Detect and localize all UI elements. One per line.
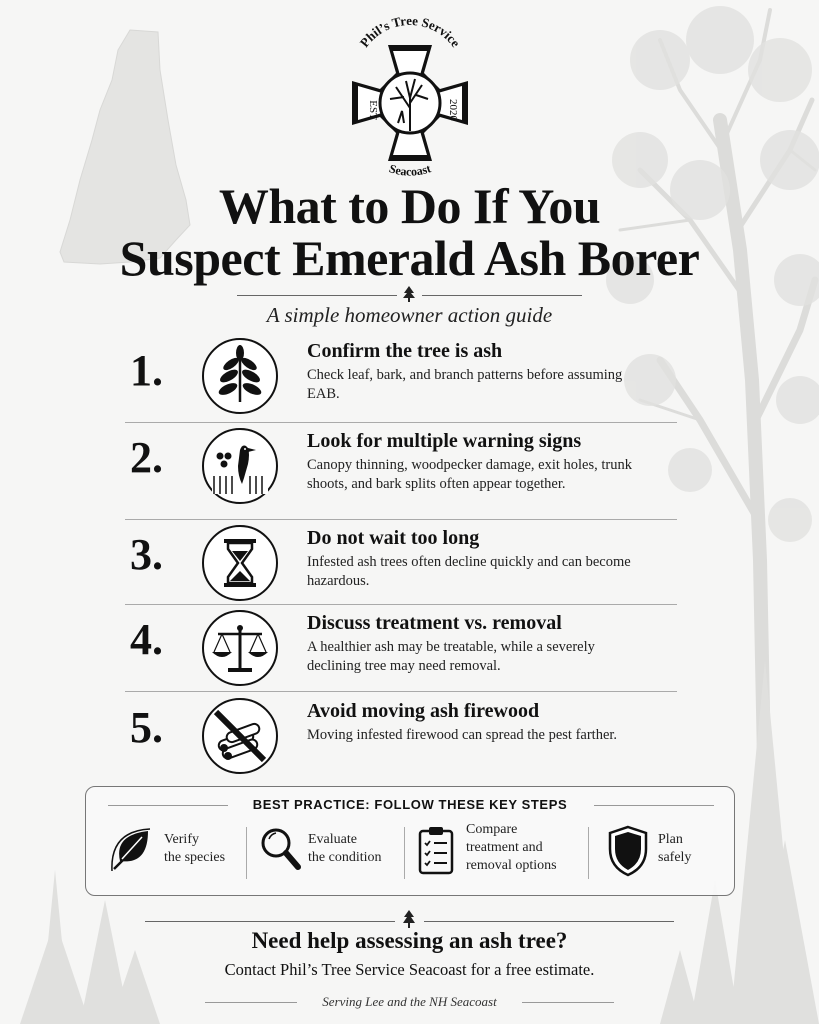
bp-label-line2: the species [164,850,226,865]
step-heading: Confirm the tree is ash [307,340,503,362]
step-body: A healthier ash may be treatable, while a severely declining tree may need removal. [307,639,595,674]
best-practice-plan [606,825,726,885]
step-1 [125,338,685,428]
step-heading: Avoid moving ash firewood [307,700,540,722]
step-separator [125,691,677,692]
step-body: Canopy thinning, woodpecker damage, exit holes, trunk shoots, and bark splits often appear together. [307,457,632,492]
page-title-line1: What to Do If You [218,178,601,234]
title-divider-right [422,295,582,296]
step-separator [125,422,677,423]
small-tree-icon [402,910,416,928]
bp-label-line1: Evaluate [308,832,357,847]
bp-label-line1: Plan [658,832,683,847]
cta-divider-left [145,921,395,922]
footer-text: Serving Lee and the NH Seacoast [322,994,497,1009]
page-title-line2: Suspect Emerald Ash Borer [119,230,700,286]
step-number: 2. [130,433,163,482]
step-heading: Do not wait too long [307,527,480,549]
step-heading: Discuss treatment vs. removal [307,612,562,634]
title-divider-left [237,295,397,296]
step-number: 1. [130,346,163,395]
leaf-outline-icon [108,825,154,875]
company-logo [335,8,485,188]
svg-text:Phil’s Tree Service [357,13,464,50]
bp-separator [588,827,589,879]
step-body: Infested ash trees often decline quickly and can become hazardous. [307,554,631,589]
bp-label-line2: the condition [308,850,382,865]
cta-divider-right [424,921,674,922]
svg-text:Seacoast [387,161,432,178]
hourglass-icon [202,525,278,601]
no-firewood-icon [202,698,278,774]
step-number: 3. [130,530,163,579]
box-heading-line-right [594,805,714,806]
best-practice-heading: BEST PRACTICE: FOLLOW THESE KEY STEPS [252,797,568,812]
checklist-icon [416,825,456,877]
step-3 [125,525,685,615]
step-number: 5. [130,703,163,752]
step-2 [125,428,685,518]
bp-label-line1: Compare [466,822,518,837]
logo-year: 2020 [447,99,459,121]
footer-divider-right [522,1002,614,1003]
bp-label-line2: treatment and [466,840,543,855]
woodpecker-icon [202,428,278,504]
scales-icon [202,610,278,686]
cta-body: Contact Phil’s Tree Service Seacoast for a free estimate. [224,960,595,979]
best-practice-evaluate [258,825,408,885]
bp-label-line3: removal options [466,858,557,873]
best-practice-compare [416,822,586,885]
small-tree-icon [402,286,416,302]
logo-arc-top: Phil’s Tree Service [356,12,464,50]
logo-arc-bottom: Seacoast [387,161,433,179]
magnifier-icon [258,825,304,875]
step-body: Moving infested firewood can spread the pest farther. [307,727,618,743]
step-body: Check leaf, bark, and branch patterns before assuming EAB. [307,367,623,402]
cta-heading: Need help assessing an ash tree? [251,928,568,953]
logo-est: EST [367,100,379,120]
step-5 [125,698,685,788]
shield-icon [606,825,650,877]
best-practice-box [85,786,735,896]
page-subtitle: A simple homeowner action guide [266,303,553,327]
step-heading: Look for multiple warning signs [307,430,582,452]
step-4 [125,610,685,700]
bp-separator [404,827,405,879]
leaf-icon [202,338,278,414]
step-number: 4. [130,615,163,664]
step-separator [125,519,677,520]
bp-separator [246,827,247,879]
step-separator [125,604,677,605]
bp-label-line1: Verify [164,832,199,847]
bp-label-line2: safely [658,850,692,865]
best-practice-verify [108,825,248,885]
